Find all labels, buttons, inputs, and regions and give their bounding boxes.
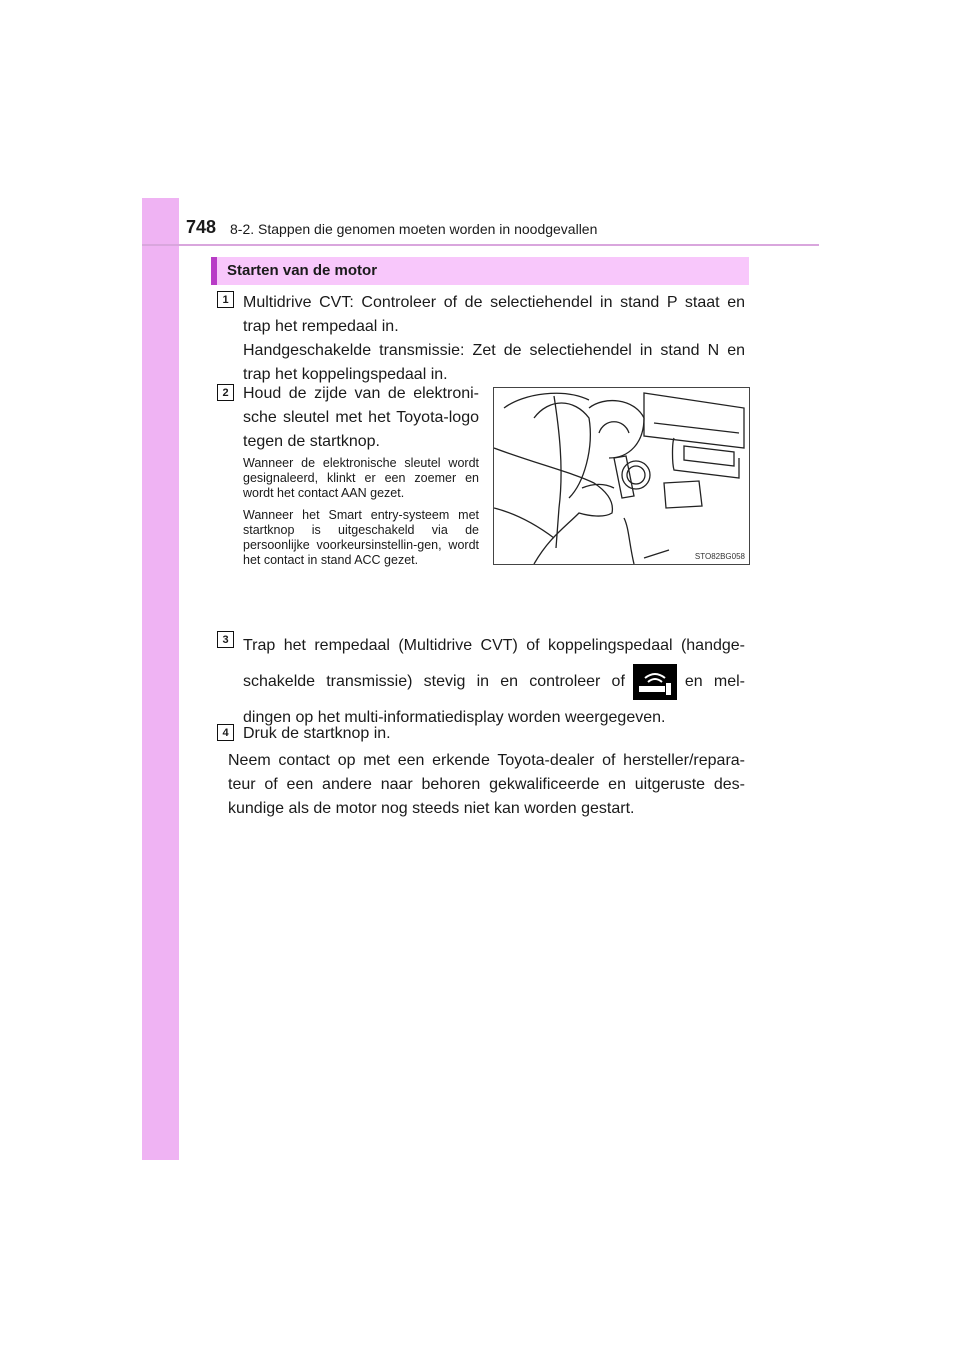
closing-paragraph: Neem contact op met een erkende Toyota-dealer of hersteller/repara-teur of een andere naar behoren gekwalificeerde en uitgeruste des-kundige als de motor nog steeds niet kan worden gestart. — [228, 752, 745, 817]
start-button-illustration — [493, 387, 750, 565]
step-2-text: Houd de zijde van de elektroni-sche sleutel met het Toyota-logo tegen de startknop. — [243, 385, 479, 450]
dashboard-hand-key-drawing — [494, 388, 749, 564]
step-3-text — [243, 628, 745, 736]
header-divider — [142, 244, 819, 246]
chapter-title: 8-2. Stappen die genomen moeten worden in noodgevallen — [230, 221, 598, 237]
step-4-text: Druk de startknop in. — [243, 725, 391, 742]
step-2-note-1: Wanneer de elektronische sleutel wordt gesignaleerd, klinkt er een zoemer en wordt het contact AAN gezet. — [243, 456, 479, 500]
page-number: 748 — [186, 217, 217, 237]
step-number-2: 2 — [217, 384, 234, 401]
section-title: Starten van de motor — [211, 257, 749, 285]
illustration-code: STO82BG058 — [694, 552, 745, 561]
step-2-notes — [243, 456, 479, 575]
step-number-1: 1 — [217, 291, 234, 308]
step-1-paragraph-cvt: Multidrive CVT: Controleer of de selectiehendel in stand P staat en trap het rempedaal in. — [243, 294, 745, 335]
step-number-3: 3 — [217, 631, 234, 648]
step-3-text-after: en mel-dingen op het multi-informatiedisplay worden weergegeven. — [243, 673, 745, 727]
chapter-side-band — [142, 198, 179, 1160]
smart-key-indicator-icon — [633, 664, 677, 700]
step-1-paragraph-manual: Handgeschakelde transmissie: Zet de selectiehendel in stand N en trap het koppelingspedaal in. — [243, 342, 745, 383]
step-3-text-before: Trap het rempedaal (Multidrive CVT) of koppelingspedaal (handge-schakelde transmissie) stevig in en controleer of — [243, 637, 745, 691]
step-1-text — [243, 291, 745, 387]
step-number-4: 4 — [217, 724, 234, 741]
step-2-note-2: Wanneer het Smart entry-systeem met startknop is uitgeschakeld via de persoonlijke voorkeursinstellin-gen, wordt het contact in stand ACC gezet. — [243, 508, 479, 567]
